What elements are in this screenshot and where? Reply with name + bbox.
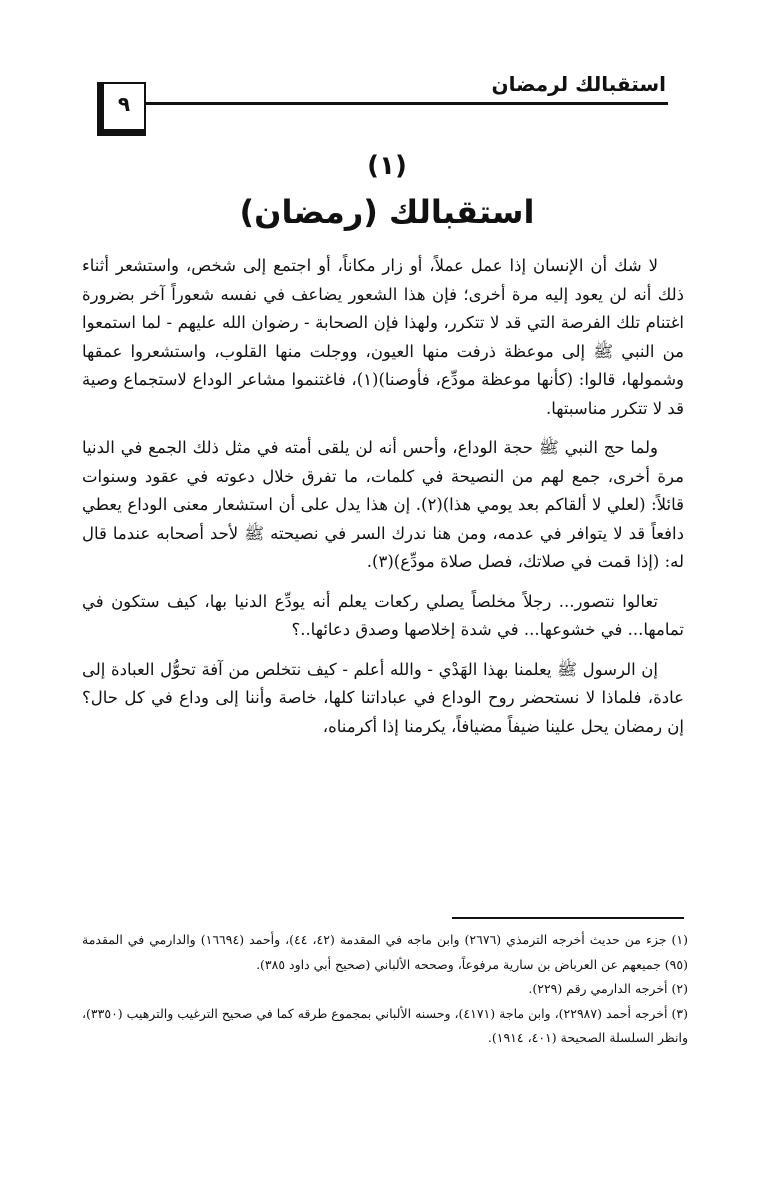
footnote: (١) جزء من حديث أخرجه الترمذي (٢٦٧٦) وابن ماجه في المقدمة (٤٢، ٤٤)، وأحمد (١٦٦٩٤) والدارمي في المقدمة (٩٥) جميعهم عن العرباض بن سارية مرفوعاً، وصححه الألباني (صحيح أبي داود ٣٨٥). <box>82 932 688 972</box>
page-number: ٩ <box>97 82 146 136</box>
paragraph: إن الرسول ﷺ يعلمنا بهذا الهَدْي - والله أعلم - كيف نتخلص من آفة تحوُّل العبادة إلى عادة، فلماذا لا نستحضر روح الوداع في عباداتنا كلها، خاصة وأننا إلى وداع في كل حال؟ إن رمضان يحل علينا ضيفاً مضيافاً، يكرمنا إذا أكرمناه، <box>82 659 684 736</box>
paragraph: تعالوا نتصور... رجلاً مخلصاً يصلي ركعات يعلم أنه يودِّع الدنيا بها، كيف ستكون في تمامها... في خشوعها... في شدة إخلاصها وصدق دعائها..؟ <box>82 591 684 639</box>
footnote: (٢) أخرجه الدارمي رقم (٢٢٩). <box>528 981 688 996</box>
chapter-title: استقبالك (رمضان) <box>239 193 535 231</box>
header-rule <box>145 102 668 105</box>
footnotes <box>82 928 688 1051</box>
footnote-rule <box>452 917 684 919</box>
chapter-number: (١) <box>367 151 407 181</box>
running-header-title: استقبالك لرمضان <box>491 72 666 96</box>
footnote: (٣) أخرجه أحمد (٢٢٩٨٧)، وابن ماجة (٤١٧١)، وحسنه الألباني بمجموع طرقه كما في صحيح الترغيب والترهيب (٣٣٥٠)، وانظر السلسلة الصحيحة (٤٠١، ١٩١٤). <box>82 1005 688 1045</box>
body-text <box>82 252 684 752</box>
paragraph: لا شك أن الإنسان إذا عمل عملاً، أو زار مكاناً، أو اجتمع إلى شخص، واستشعر أثناء ذلك أنه لن يعود إليه مرة أخرى؛ فإن هذا الشعور يضاعف في نفسه شعوراً آخر بضرورة اغتنام تلك الفرصة التي قد لا تتكرر، ولهذا فإن الصحابة - رضوان الله عليهم - لما استمعوا من النبي ﷺ إلى موعظة ذرفت منها العيون، ووجلت منها القلوب، واستشعروا عمقها وشمولها، قالوا: (كأنها موعظة مودِّع، فأوصنا)(١)، فاغتنموا مشاعر الوداع لاستجماع وصية قد لا تتكرر مناسبتها. <box>82 256 684 418</box>
paragraph: ولما حج النبي ﷺ حجة الوداع، وأحس أنه لن يلقى أمته في مثل ذلك الجمع في الدنيا مرة أخرى، جمع لهم من النصيحة في كلمات، ما تفرق خلال دعوته في عقود وسنوات قائلاً: (لعلي لا ألقاكم بعد يومي هذا)(٢). إن هذا يدل على أن استشعار معنى الوداع يعطي دافعاً قد لا يتوافر في عدمه، ومن هنا ندرك السر في نصيحته ﷺ لأحد أصحابه عندما قال له: (إذا قمت في صلاتك، فصل صلاة مودِّع)(٣). <box>82 438 684 571</box>
